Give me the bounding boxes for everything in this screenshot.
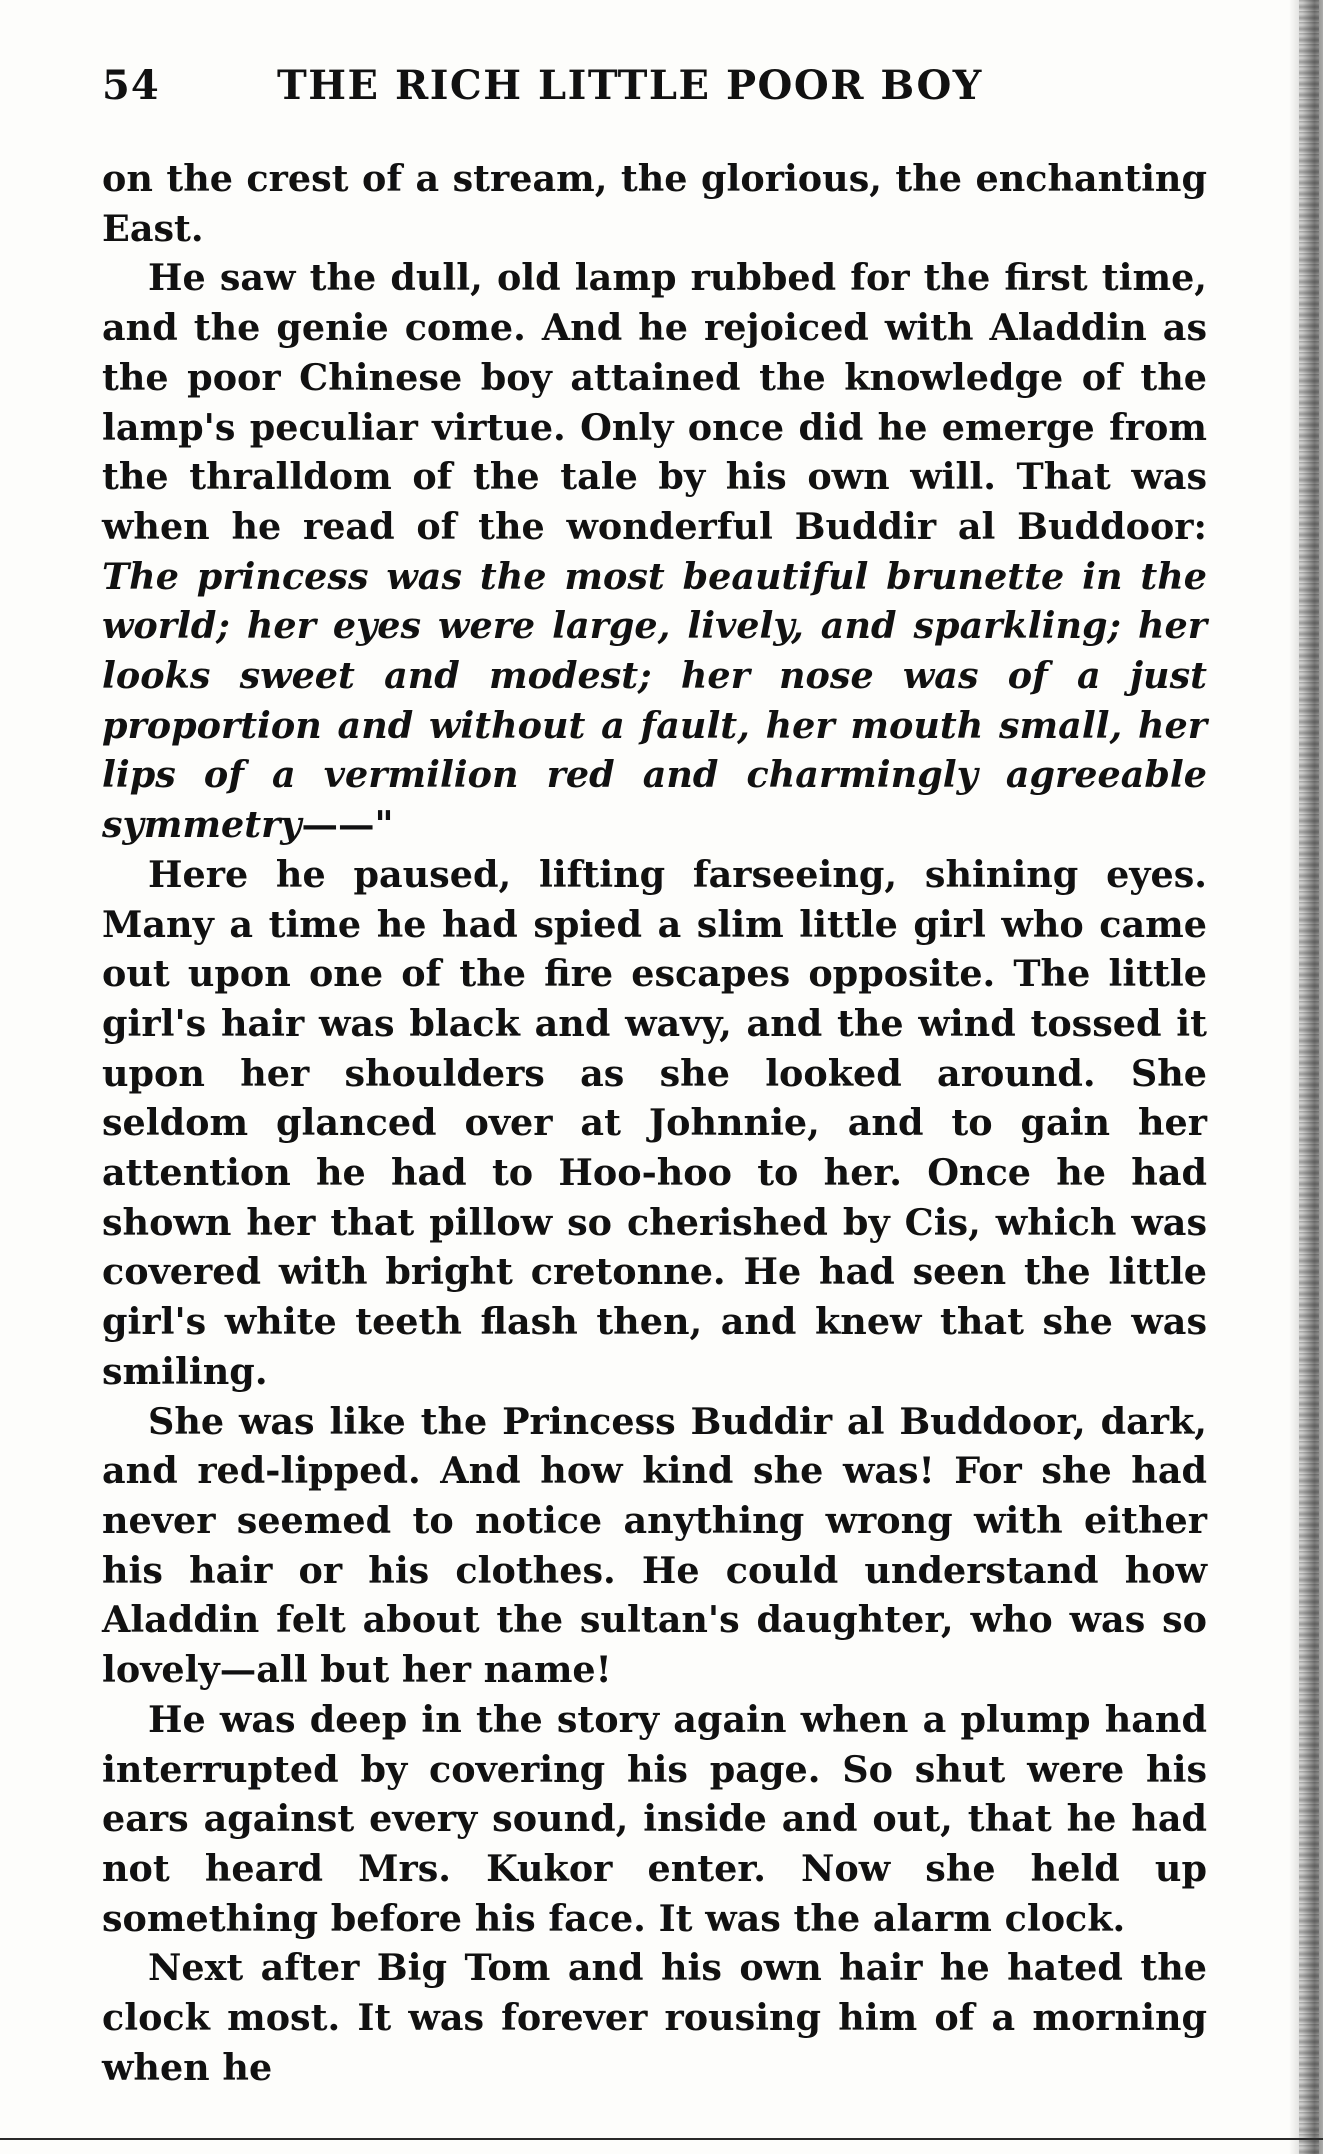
paragraph-2-text: He saw the dull, old lamp rubbed for the first time, and the genie come. And he rejoiced with Aladdin as the poor Chinese boy attained the knowledge of the lamp's peculiar virtue. Only once did he emerge from the thralldom of the tale by his own will. That was when he read of the wonderful Buddir al Buddoor: — [102, 256, 1207, 548]
paragraph-2-ending: ——" — [301, 803, 394, 847]
paragraph-5: He was deep in the story again when a plump hand interrupted by covering his page. So shut were his ears against every sound, inside and out, that he had not heard Mrs. Kukor enter. Now she held up something before his face. It was the alarm clock. — [102, 1697, 1207, 1940]
scan-bottom-edge — [0, 2138, 1323, 2140]
scan-binding-speckle — [1299, 0, 1319, 2154]
paragraph-2-quotation: The princess was the most beautiful brunette in the world; her eyes were large, lively, and sparkling; her looks sweet and modest; her nose was of a just proportion and without a fault, her mouth small, her lips of a vermilion red and charmingly agreeable symmetry — [102, 554, 1207, 847]
page-header — [102, 62, 1202, 118]
running-title: THE RICH LITTLE POOR BOY — [277, 62, 983, 109]
paragraph-6: Next after Big Tom and his own hair he hated the clock most. It was forever rousing him of a morning when he — [102, 1946, 1207, 2089]
page-number: 54 — [102, 62, 160, 109]
body-text — [102, 154, 1207, 2092]
paragraph-1: on the crest of a stream, the glorious, the enchanting East. — [102, 157, 1207, 250]
paragraph-4: She was like the Princess Buddir al Buddoor, dark, and red-lipped. And how kind she was! For she had never seemed to notice anything wrong with either his hair or his clothes. He could understand how Aladdin felt about the sultan's daughter, who was so lovely—all but her name! — [102, 1399, 1207, 1692]
paragraph-3: Here he paused, lifting farseeing, shining eyes. Many a time he had spied a slim little girl who came out upon one of the fire escapes opposite. The little girl's hair was black and wavy, and the wind tossed it upon her shoulders as she looked around. She seldom glanced over at Johnnie, and to gain her attention he had to Hoo-hoo to her. Once he had shown her that pillow so cherished by Cis, which was covered with bright cretonne. He had seen the little girl's white teeth flash then, and knew that she was smiling. — [102, 852, 1207, 1393]
paragraph-2 — [102, 253, 1207, 849]
